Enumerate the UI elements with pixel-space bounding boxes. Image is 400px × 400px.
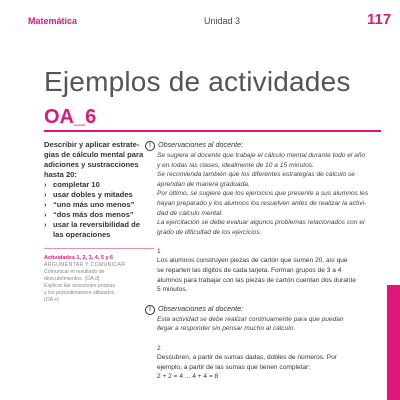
page-title: Ejemplos de actividades (44, 66, 351, 97)
observations-heading: Observaciones al docente: (158, 140, 244, 149)
activity-line: 5 minutos. (157, 286, 188, 294)
activity-line: ejemplo, a partir de las sumas que tienen completar: (157, 363, 311, 371)
info-icon: ! (145, 141, 155, 151)
page-number: 117 (367, 11, 392, 28)
objective-list (44, 180, 154, 240)
observation-line: llegar a responder sin pensar mucho al cálculo. (157, 325, 296, 333)
list-item: › “uno más uno menos” (44, 200, 135, 209)
meta-line: Explicar las soluciones propias (44, 283, 115, 289)
section-rule (44, 130, 381, 132)
activity-2 (157, 344, 377, 382)
observation-line: hayan preparado y los alumnos los resuelven antes de realizar la activi- (157, 199, 367, 207)
objective-column (44, 140, 154, 304)
meta-ability: ARGUMENTAR Y COMUNICAR (44, 262, 126, 268)
list-item: las operaciones (53, 230, 111, 239)
observations-heading: Observaciones al docente: (158, 303, 244, 313)
list-item: › usar dobles y mitades (44, 190, 133, 199)
meta-activities: Actividades 1, 2, 3, 4, 5 y 6 (44, 255, 114, 261)
observation-line: Se sugiere al docente que trabaje el cálculo mental durante todo el año (157, 152, 366, 159)
observation-line: Esta actividad se debe realizar continuamente para que puedan (157, 315, 344, 323)
meta-line: descubrimientos. (OA d) (44, 276, 100, 282)
list-item: › completar 10 (44, 180, 100, 189)
bullet-icon: › (44, 210, 47, 219)
bullet-icon: › (44, 200, 47, 209)
activity-line: Descubren, a partir de sumas dadas, dobles de números. Por (157, 353, 337, 361)
activities-column (149, 140, 377, 382)
activity-line: alumnos para trabajar con las piezas de cartón cuentan dos durante (157, 276, 357, 284)
header-unit: Unidad 3 (204, 16, 241, 26)
objective-text: Describir y aplicar estrate- gias de cálculo mental para adiciones y sustracciones hasta 20: (44, 140, 144, 179)
activity-line: 2 + 2 = 4 ... 4 + 4 = 8 (157, 373, 219, 381)
bullet-icon: › (44, 220, 47, 229)
observation-line: grado de dificultad de los ejercicios. (157, 228, 262, 236)
activity-line: se reparten las dígitos de cada tarjeta. Forman grupos de 3 a 4 (157, 266, 342, 274)
observation-line: La ejercitación se debe evaluar algunos problemas relacionados con el (157, 219, 365, 227)
activity-line: Los alumnos construyen piezas de cartón que sumen 20, así que (157, 257, 348, 265)
observations-block (149, 140, 377, 237)
header-subject: Matemática (28, 16, 78, 26)
observation-line: Se recomienda también que los diferentes estrategias de cálculo se (157, 171, 355, 179)
bullet-icon: › (44, 180, 47, 189)
observation-line: dad de cálculo mental. (157, 209, 223, 217)
activity-number: 2 (157, 344, 161, 352)
observation-line: y en todas las clases, idealmente de 10 a 15 minutos. (157, 161, 314, 169)
list-item: › “dos más dos menos” (44, 210, 134, 219)
info-icon: ! (145, 305, 155, 315)
bullet-icon: › (44, 190, 47, 199)
list-item: › usar la reversibilidad de (44, 220, 140, 229)
activity-1 (157, 247, 377, 294)
meta-line: y los procedimientos utilizados. (44, 290, 116, 296)
meta-separator (44, 248, 154, 249)
activity-number: 1 (157, 248, 161, 256)
meta-line: (OA e) (44, 297, 59, 303)
meta-line: Comunicar el resultado de (44, 269, 105, 275)
observation-line: Por último, se sugiere que los ejercicios que presente a sus alumnos les (157, 190, 369, 198)
side-tab-bar (387, 285, 400, 400)
observation-line: aprendan de manera graduada. (157, 180, 250, 188)
observations-block (149, 303, 377, 334)
oa-code: OA_6 (44, 106, 97, 128)
